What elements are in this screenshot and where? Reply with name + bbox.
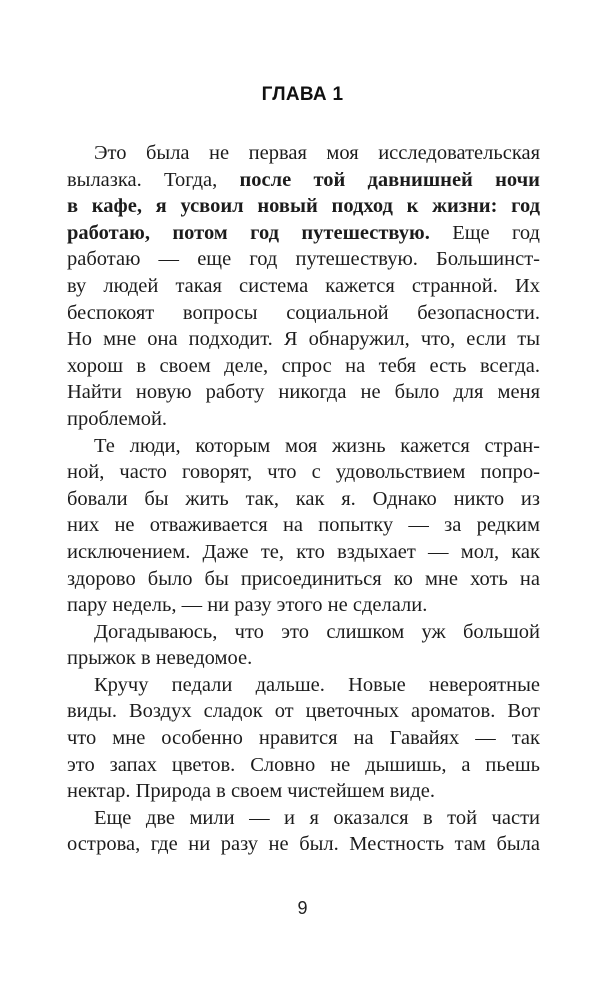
text-line	[67, 645, 540, 672]
text-segment: это запах цветов. Словно не дышишь, а пьешь	[67, 753, 540, 776]
text-line	[67, 619, 540, 646]
paragraph	[67, 433, 540, 619]
text-line	[67, 805, 540, 832]
text-segment: Но мне она подходит. Я обнаружил, что, если ты	[67, 328, 540, 351]
text-line	[67, 193, 540, 220]
text-segment: Те люди, которым моя жизнь кажется стран-	[94, 434, 540, 457]
text-line	[67, 246, 540, 273]
text-line	[67, 353, 540, 380]
text-segment: Найти новую работу никогда не было для меня	[67, 381, 540, 404]
text-segment: исключением. Даже те, кто вздыхает — мол, как	[67, 540, 540, 563]
text-segment: пару недель, — ни разу этого не сделали.	[67, 594, 428, 617]
body-text	[67, 140, 540, 858]
text-segment: что мне особенно нравится на Гавайях — так	[67, 727, 540, 750]
text-segment: прыжок в неведомое.	[67, 647, 253, 670]
text-line	[67, 459, 540, 486]
text-segment: нектар. Природа в своем чистейшем виде.	[67, 780, 435, 803]
text-segment: острова, где ни разу не был. Местность там была	[67, 833, 540, 856]
text-line	[67, 566, 540, 593]
paragraph	[67, 672, 540, 805]
text-segment: вылазка. Тогда,	[67, 168, 240, 191]
text-segment: бовали бы жить так, как я. Однако никто из	[67, 487, 540, 510]
bold-text: после той давнишней ночи	[239, 168, 540, 191]
text-line	[67, 300, 540, 327]
text-segment: работаю — еще год путешествую. Большинст-	[67, 248, 540, 271]
text-line	[67, 379, 540, 406]
text-line	[67, 698, 540, 725]
text-line	[67, 539, 540, 566]
page-number: 9	[297, 898, 308, 918]
paragraph	[67, 140, 540, 433]
text-line	[67, 486, 540, 513]
text-line	[67, 512, 540, 539]
text-line	[67, 778, 540, 805]
paragraph	[67, 805, 540, 858]
text-segment: ной, часто говорят, что с удовольствием попро-	[67, 461, 540, 484]
text-line	[67, 592, 540, 619]
text-line	[67, 220, 540, 247]
text-segment: Догадываюсь, что это слишком уж большой	[94, 620, 540, 643]
chapter-title: ГЛАВА 1	[261, 84, 344, 105]
bold-text: в кафе, я усвоил новый подход к жизни: год	[67, 195, 540, 218]
text-segment: здорово было бы присоединиться ко мне хоть на	[67, 567, 540, 590]
text-segment: хорош в своем деле, спрос на тебя есть всегда.	[67, 354, 540, 377]
text-line	[67, 752, 540, 779]
text-line	[67, 406, 540, 433]
text-segment: ву людей такая система кажется странной. Их	[67, 274, 540, 297]
text-line	[67, 326, 540, 353]
paragraph	[67, 619, 540, 672]
text-line	[67, 140, 540, 167]
text-segment: Кручу педали дальше. Новые невероятные	[94, 673, 540, 696]
text-segment: виды. Воздух сладок от цветочных ароматов. Вот	[67, 700, 540, 723]
text-segment: Это была не первая моя исследовательская	[94, 142, 540, 164]
text-line	[67, 672, 540, 699]
bold-text: работаю, потом год путешествую.	[67, 221, 430, 244]
text-segment: Еще год	[429, 221, 540, 244]
text-segment: Еще две мили — и я оказался в той части	[94, 806, 540, 829]
text-line	[67, 433, 540, 460]
text-line	[67, 831, 540, 858]
text-segment: них не отваживается на попытку — за редким	[67, 514, 540, 537]
text-line	[67, 725, 540, 752]
text-line	[67, 273, 540, 300]
text-segment: беспокоят вопросы социальной безопасности.	[67, 301, 540, 324]
text-line	[67, 167, 540, 194]
text-segment: проблемой.	[67, 407, 168, 430]
